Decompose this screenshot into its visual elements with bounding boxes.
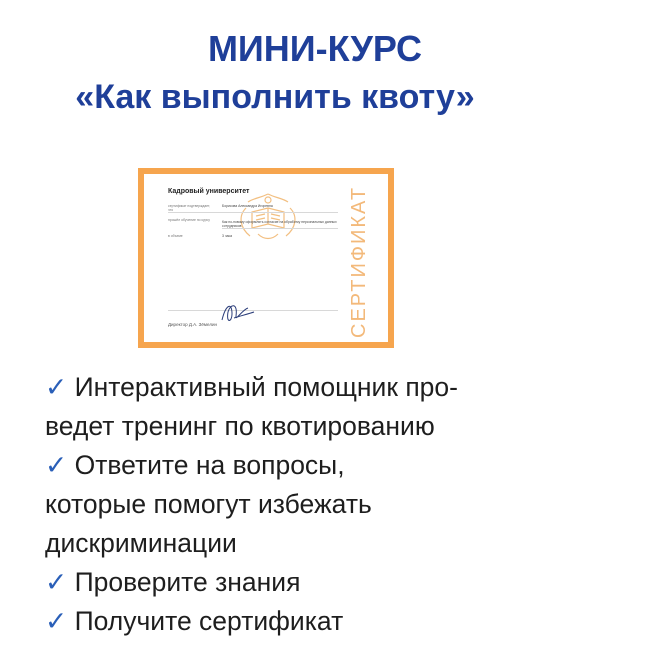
check-icon: ✓ <box>45 567 68 597</box>
list-item-continuation: дискриминации <box>45 528 237 558</box>
list-item <box>45 368 635 407</box>
list-item-text: Получите сертификат <box>67 606 344 636</box>
certificate-image <box>138 168 394 348</box>
list-item <box>45 446 635 485</box>
cert-row-label: сертификат подтверждает, что <box>168 204 211 212</box>
cert-row-value: 3 часа <box>222 234 233 238</box>
certificate-org: Кадровый университет <box>168 188 250 195</box>
cert-row-value: Борисова Александра Игоревна <box>222 204 273 208</box>
cert-vertical-word: СЕРТИФИКАТ <box>348 185 370 338</box>
divider <box>168 212 338 213</box>
list-item-continuation: которые помогут избежать <box>45 489 372 519</box>
check-icon: ✓ <box>45 606 68 636</box>
page-title: МИНИ-КУРС <box>207 28 423 69</box>
check-icon: ✓ <box>45 450 68 480</box>
list-item-continuation: ведет тренинг по квотированию <box>45 411 435 441</box>
list-item-text: Проверите знания <box>67 567 301 597</box>
check-icon: ✓ <box>45 372 68 402</box>
cert-row-value: Как по-новому оформлять согласие на обработку персональных данных сотрудников <box>222 220 337 228</box>
signature-icon <box>218 300 258 326</box>
page-subtitle: «Как выполнить квоту» <box>75 78 475 116</box>
divider <box>222 228 338 229</box>
list-item <box>45 563 635 602</box>
cert-row-label: прошёл обучение по курсу <box>168 218 210 222</box>
list-item-text: Ответите на вопросы, <box>67 450 345 480</box>
list-item-text: Интерактивный помощник про- <box>67 372 458 402</box>
list-item <box>45 602 635 641</box>
cert-row-label: в объеме <box>168 234 183 238</box>
cert-director: Директор Д.А. Зёмелин <box>168 322 217 327</box>
bullet-list <box>45 368 635 641</box>
certificate-body <box>144 174 388 342</box>
